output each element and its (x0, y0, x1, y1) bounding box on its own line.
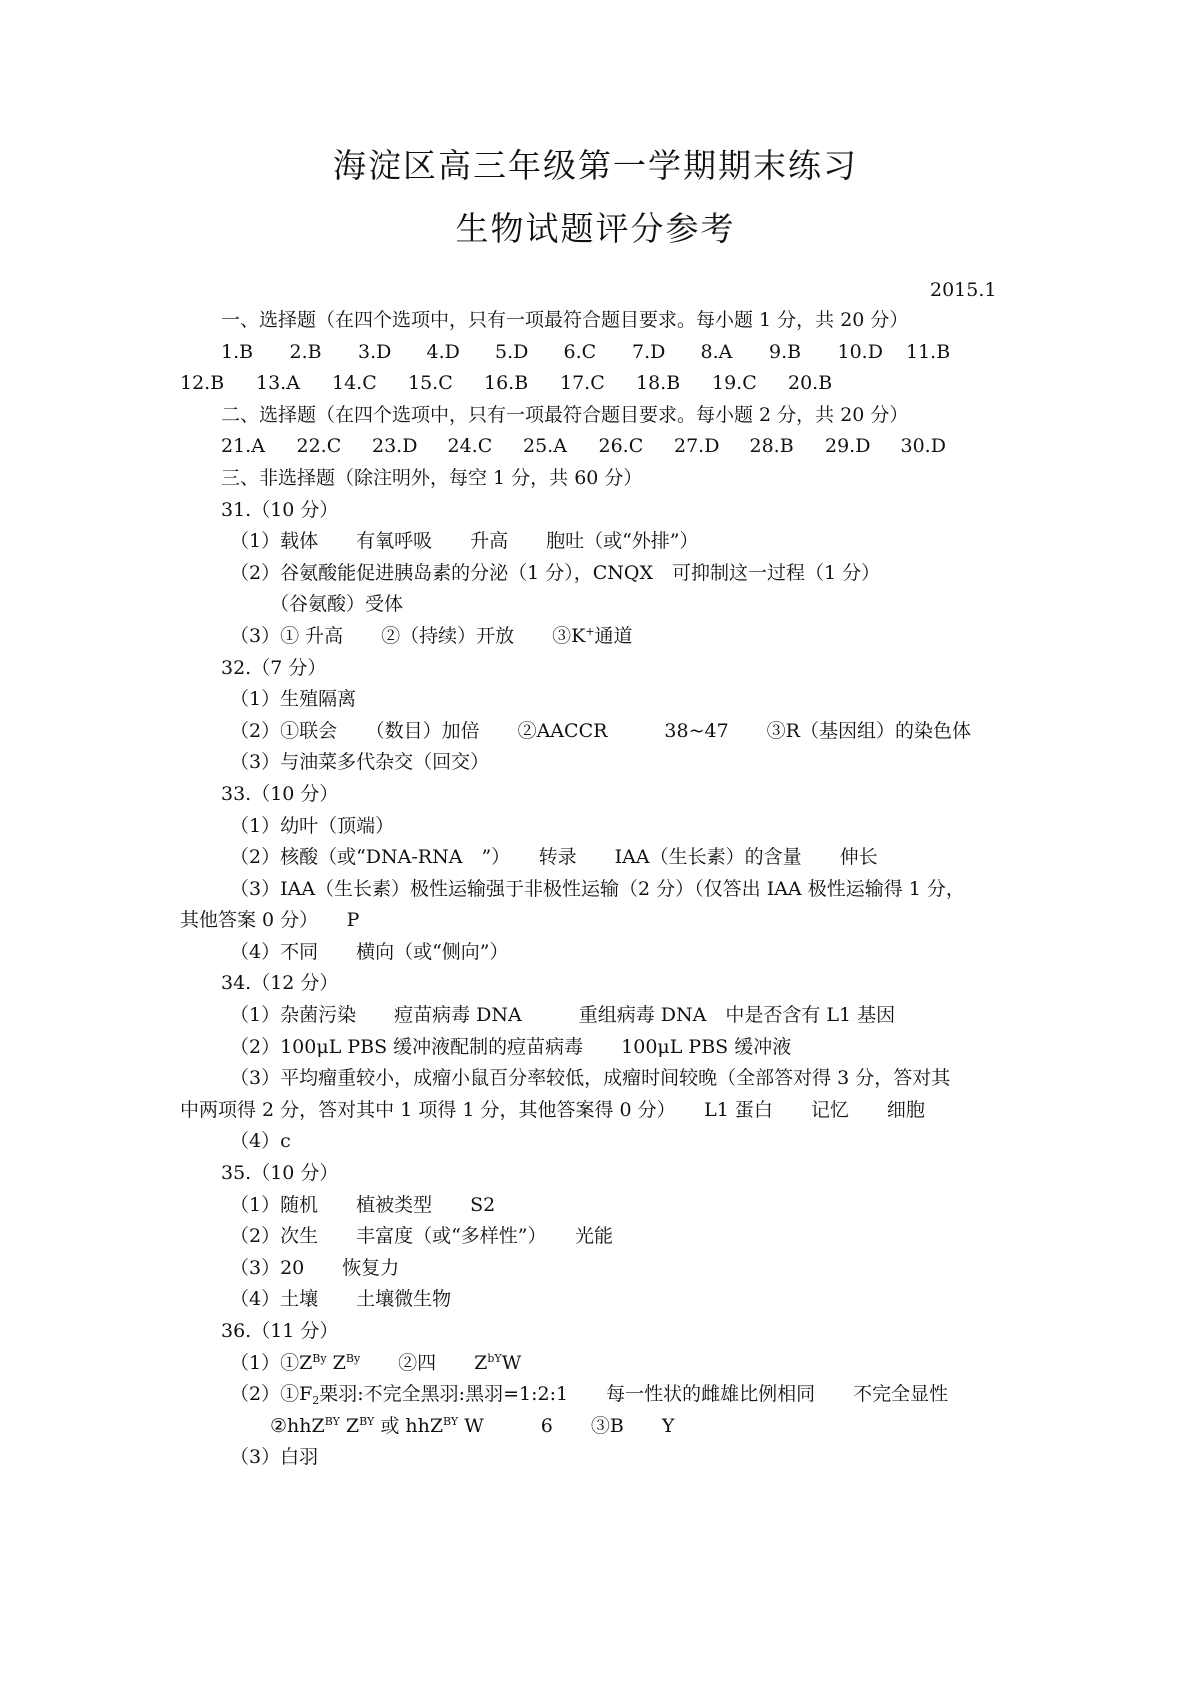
answer-list (180, 372, 864, 394)
section2-answers-row1 (180, 431, 1020, 463)
q31-answer-2-cont: （谷氨酸）受体 (270, 593, 404, 616)
q32-answer-3: （3）与油菜多代杂交（回交） (230, 751, 490, 774)
answer-item: 11.B (906, 340, 951, 363)
q34-answer-3: （3）平均瘤重较小，成瘤小鼠百分率较低，成瘤时间较晚（全部答对得 3 分，答对其 (230, 1067, 951, 1090)
q32-answer-2: （2）①联会 （数目）加倍 ②AACCR 38~47 ③R（基因组）的染色体 (230, 719, 971, 742)
answer-item: 4.D (426, 340, 460, 363)
page-subtitle: 生物试题评分参考 (455, 209, 736, 248)
q36-a1-text: ②四 Z (360, 1351, 488, 1374)
superscript: bY (487, 1351, 502, 1365)
answer-item: 2.B (289, 340, 322, 363)
q33-heading: 33.（10 分） (221, 782, 339, 805)
answer-item: 26.C (598, 435, 644, 458)
answer-item: 9.B (769, 340, 802, 363)
answer-item: 10.D (837, 340, 883, 363)
answer-item: 12.B (180, 372, 225, 395)
q32-answer-1: （1）生殖隔离 (230, 688, 357, 711)
q34-answer-4: （4）c (230, 1130, 291, 1153)
superscript: By (312, 1351, 327, 1365)
answer-item: 29.D (825, 435, 871, 458)
q35-answer-3: （3）20 恢复力 (230, 1256, 400, 1279)
answer-item: 1.B (221, 340, 254, 363)
q36-a2b-text: Z (339, 1414, 360, 1437)
q31-answer-2: （2）谷氨酸能促进胰岛素的分泌（1 分），CNQX 可抑制这一过程（1 分） (230, 561, 881, 584)
q36-a1-text: W (501, 1351, 522, 1374)
q33-answer-1: （1）幼叶（顶端） (230, 814, 395, 837)
q36-a2b-text: W 6 ③B Y (458, 1414, 675, 1437)
q31-answer-3 (180, 621, 1020, 653)
q33-answer-3: （3）IAA（生长素）极性运输强于非极性运输（2 分）（仅答出 IAA 极性运输得 1 分， (230, 877, 965, 900)
answer-item: 18.B (636, 372, 681, 395)
superscript: By (345, 1351, 361, 1365)
answer-list (221, 435, 976, 457)
answer-list (221, 341, 975, 363)
q34-answer-3-cont: 中两项得 2 分，答对其中 1 项得 1 分，其他答案得 0 分） L1 蛋白 记忆 细胞 (180, 1098, 925, 1121)
answer-item: 21.A (221, 435, 265, 458)
section3-heading: 三、非选择题（除注明外，每空 1 分，共 60 分） (221, 466, 643, 489)
q36-answer-3: （3）白羽 (230, 1446, 319, 1469)
answer-item: 25.A (523, 435, 567, 458)
q31-heading: 31.（10 分） (221, 498, 339, 521)
answer-item: 30.D (900, 435, 946, 458)
superscript: BY (359, 1414, 375, 1428)
q36-a2-text: （2）①F (230, 1383, 313, 1406)
q31-answer-3-text-end: 通道 (594, 624, 633, 647)
superscript: + (585, 624, 595, 638)
q35-answer-1: （1）随机 植被类型 S2 (230, 1193, 496, 1216)
q36-heading: 36.（11 分） (221, 1320, 339, 1342)
q31-answer-3-text: （3）① 升高 ②（持续）开放 ③K (230, 624, 586, 647)
section1-heading: 一、选择题（在四个选项中，只有一项最符合题目要求。每小题 1 分，共 20 分） (221, 309, 909, 331)
answer-item: 23.D (372, 435, 418, 458)
answer-item: 6.C (563, 340, 597, 363)
q35-heading: 35.（10 分） (221, 1162, 339, 1185)
q35-answer-2: （2）次生 丰富度（或“多样性”） 光能 (230, 1225, 614, 1248)
answer-item: 7.D (632, 340, 666, 363)
section1-answers-row2 (180, 368, 1020, 400)
answer-item: 3.D (358, 340, 392, 363)
q36-a1-text: Z (326, 1351, 346, 1374)
q34-heading: 34.（12 分） (221, 972, 339, 995)
q31-answer-1: （1）载体 有氧呼吸 升高 胞吐（或“外排”） (230, 530, 699, 553)
q33-answer-3-cont: 其他答案 0 分） P (180, 909, 360, 932)
answer-item: 27.D (674, 435, 720, 458)
q35-answer-4: （4）土壤 土壤微生物 (230, 1288, 452, 1311)
superscript: BY (324, 1414, 340, 1428)
section2-heading: 二、选择题（在四个选项中，只有一项最符合题目要求。每小题 2 分，共 20 分） (221, 403, 909, 426)
q34-answer-1: （1）杂菌污染 痘苗病毒 DNA 重组病毒 DNA 中是否含有 L1 基因 (230, 1004, 896, 1027)
answer-body (180, 305, 1020, 1474)
q36-answer-2-cont (180, 1411, 1020, 1443)
q34-answer-2: （2）100μL PBS 缓冲液配制的痘苗病毒 100μL PBS 缓冲液 (230, 1035, 792, 1058)
answer-item: 20.B (788, 372, 833, 395)
answer-item: 24.C (447, 435, 493, 458)
q36-a2-text: 栗羽:不完全黑羽:黑羽=1:2:1 每一性状的雌雄比例相同 不完全显性 (319, 1383, 949, 1406)
answer-item: 8.A (700, 340, 733, 363)
answer-item: 14.C (332, 372, 377, 395)
answer-item: 22.C (296, 435, 342, 458)
answer-item: 15.C (408, 372, 453, 395)
section1-answers-row1 (180, 337, 1020, 369)
answer-item: 28.B (749, 435, 794, 458)
answer-item: 16.B (484, 372, 529, 395)
q32-heading: 32.（7 分） (221, 656, 327, 679)
q36-a1-text: （1）①Z (230, 1351, 313, 1374)
page-title: 海淀区高三年级第一学期期末练习 (333, 146, 858, 185)
document-date: 2015.1 (930, 279, 997, 301)
answer-item: 5.D (495, 340, 529, 363)
answer-item: 13.A (256, 372, 300, 395)
q36-answer-2 (180, 1379, 1020, 1411)
subscript: 2 (312, 1394, 320, 1408)
q36-a2b-text: ②hhZ (270, 1414, 325, 1437)
q36-answer-1 (180, 1348, 1020, 1380)
answer-item: 17.C (560, 372, 605, 395)
q33-answer-4: （4）不同 横向（或“侧向”） (230, 940, 509, 963)
superscript: BY (443, 1414, 459, 1428)
q33-answer-2: （2）核酸（或“DNA-RNA ”） 转录 IAA（生长素）的含量 伸长 (230, 846, 878, 869)
answer-item: 19.C (712, 372, 757, 395)
q36-a2b-text: 或 hhZ (374, 1414, 444, 1437)
